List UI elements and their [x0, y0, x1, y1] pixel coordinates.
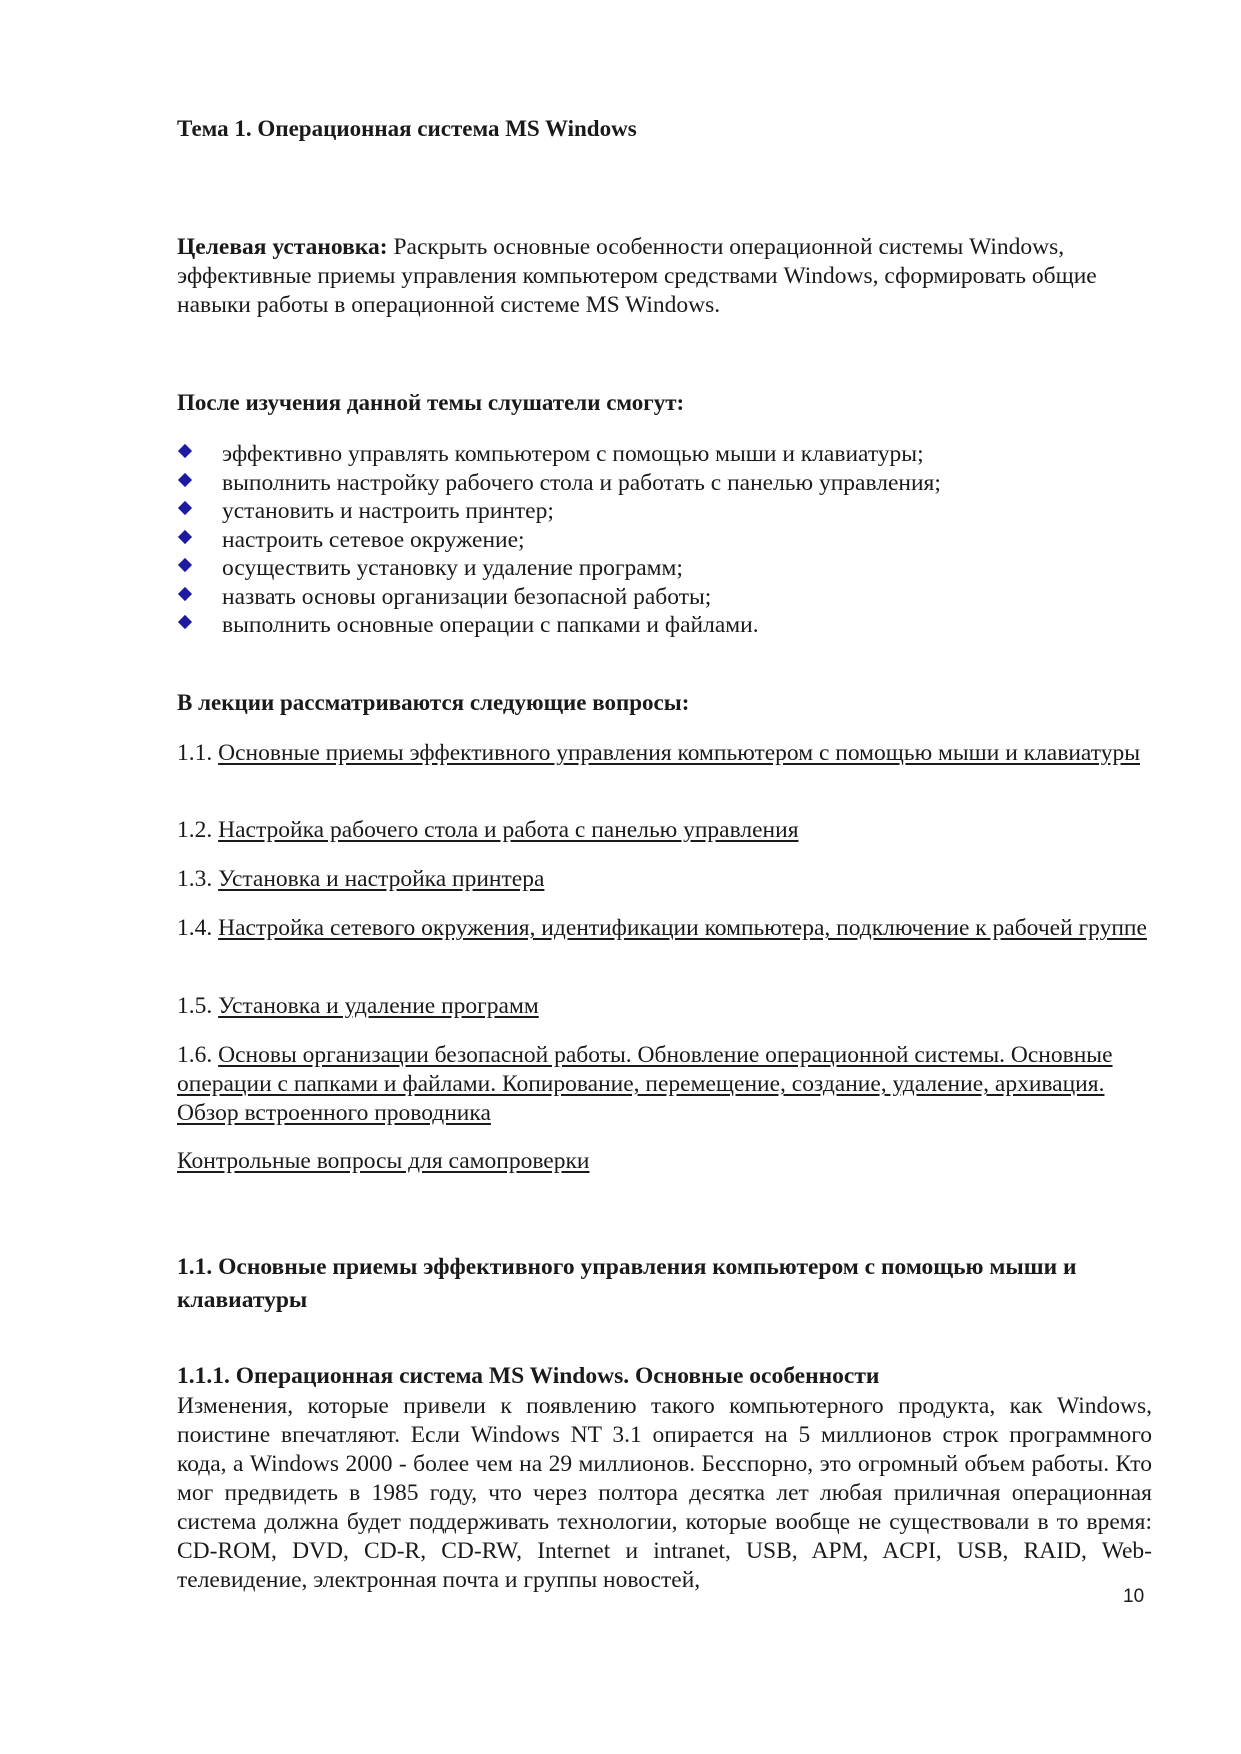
toc-link-1-6[interactable]: Основы организации безопасной работы. Обновление операционной системы. Основные операции с папками и файлами. Копирование, перемещение, создание, удаление, архивация. Обзор встроенного проводника [177, 1042, 1113, 1126]
toc-link-1-4[interactable]: Настройка сетевого окружения, идентификации компьютера, подключение к рабочей группе [218, 915, 1147, 941]
list-item: выполнить основные операции с папками и файлами. [177, 611, 1152, 640]
list-item: выполнить настройку рабочего стола и работать с панелью управления; [177, 469, 1152, 498]
goal-paragraph [177, 233, 1152, 320]
outcomes-list [177, 440, 1152, 640]
toc-item-1-3: 1.3. Установка и настройка принтера [177, 866, 545, 892]
goal-label: Целевая установка: [177, 234, 388, 260]
lecture-heading: В лекции рассматриваются следующие вопросы: [177, 690, 690, 715]
diamond-bullet-icon [178, 586, 192, 600]
self-check-item [177, 1147, 1152, 1176]
toc-link-1-2[interactable]: Настройка рабочего стола и работа с панелью управления [218, 817, 799, 843]
goal-text: Раскрыть основные особенности операционной системы Windows, эффективные приемы управления компьютером средствами Windows, сформировать общие навыки работы в операционной системе MS Windows. [177, 234, 1097, 318]
section-heading: 1.1. Основные приемы эффективного управления компьютером с помощью мыши и клавиатуры [177, 1254, 1077, 1313]
body-paragraph: Изменения, которые привели к появлению такого компьютерного продукта, как Windows, поистине впечатляют. Если Windows NT 3.1 опирается на 5 миллионов строк программного кода, а Windows 2000 - более чем на 29 миллионов. Бесспорно, это огромный объем работы. Кто мог предвидеть в 1985 году, что через полтора десятка лет любая приличная операционная система должна будет поддерживать технологии, которые вообще не существовали в то время: CD-ROM, DVD, CD-R, CD-RW, Internet и intranet, USB, APM, ACPI, USB, RAID, Web-телевидение, электронная почта и группы новостей, [177, 1393, 1152, 1593]
toc-item-1-4: 1.4. Настройка сетевого окружения, идентификации компьютера, подключение к рабочей группе [177, 915, 1147, 941]
self-check-link[interactable]: Контрольные вопросы для самопроверки [177, 1148, 590, 1174]
list-item: настроить сетевое окружение; [177, 526, 1152, 555]
diamond-bullet-icon [178, 558, 192, 572]
toc-item-1-1: 1.1. Основные приемы эффективного управления компьютером с помощью мыши и клавиатуры [177, 740, 1140, 766]
list-item: установить и настроить принтер; [177, 497, 1152, 526]
diamond-bullet-icon [178, 529, 192, 543]
toc-item-1-2: 1.2. Настройка рабочего стола и работа с панелью управления [177, 817, 799, 843]
page-number: 10 [1123, 1586, 1145, 1607]
diamond-bullet-icon [178, 501, 192, 515]
subsection-heading: 1.1.1. Операционная система MS Windows. Основные особенности [177, 1363, 880, 1389]
toc-item-1-6: 1.6. Основы организации безопасной работы. Обновление операционной системы. Основные операции с папками и файлами. Копирование, перемещение, создание, удаление, архивация. Обзор встроенного проводника [177, 1042, 1113, 1126]
diamond-bullet-icon [178, 444, 192, 458]
outcomes-heading: После изучения данной темы слушатели смогут: [177, 390, 685, 415]
list-item: эффективно управлять компьютером с помощью мыши и клавиатуры; [177, 440, 1152, 469]
diamond-bullet-icon [178, 615, 192, 629]
toc-link-1-5[interactable]: Установка и удаление программ [218, 993, 539, 1019]
toc-item-1-5: 1.5. Установка и удаление программ [177, 993, 539, 1019]
toc-link-1-3[interactable]: Установка и настройка принтера [218, 866, 545, 892]
list-item: осуществить установку и удаление программ; [177, 554, 1152, 583]
topic-title: Тема 1. Операционная система MS Windows [177, 116, 637, 141]
toc-link-1-1[interactable]: Основные приемы эффективного управления компьютером с помощью мыши и клавиатуры [218, 740, 1140, 766]
list-item: назвать основы организации безопасной работы; [177, 583, 1152, 612]
diamond-bullet-icon [178, 472, 192, 486]
